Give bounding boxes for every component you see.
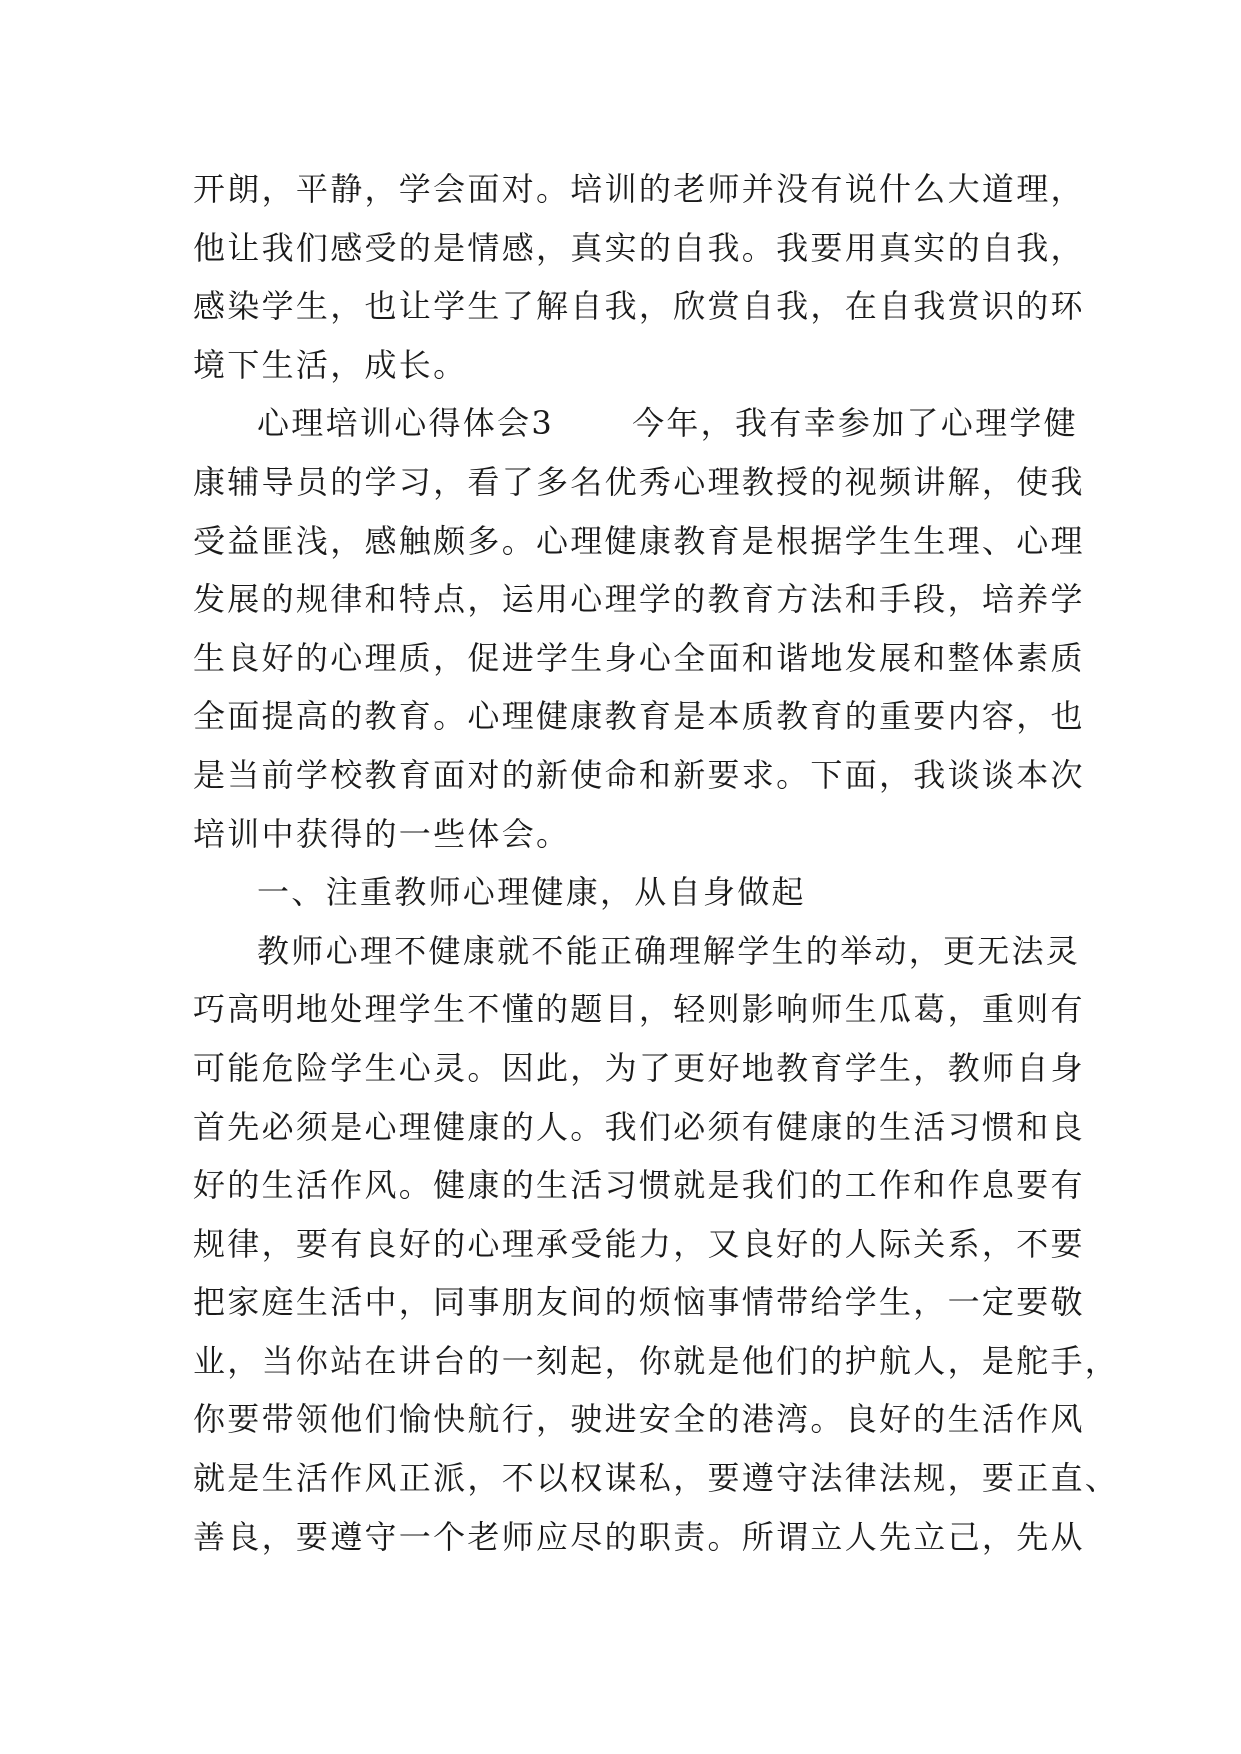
section-first-text: 今年，我有幸参加了心理学健 — [632, 404, 1078, 443]
text-line: 发展的规律和特点，运用心理学的教育方法和手段，培养学 — [193, 580, 1085, 619]
section-heading: 心理培训心得体会3 — [257, 404, 555, 443]
paragraph-first-line: 教师心理不健康就不能正确理解学生的举动，更无法灵 — [257, 931, 1081, 970]
text-line: 培训中获得的一些体会。 — [193, 814, 571, 853]
text-line: 首先必须是心理健康的人。我们必须有健康的生活习惯和良 — [193, 1107, 1085, 1146]
text-line: 业，当你站在讲台的一刻起，你就是他们的护航人，是舵手， — [193, 1341, 1120, 1380]
text-line: 好的生活作风。健康的生活习惯就是我们的工作和作息要有 — [193, 1166, 1085, 1205]
text-line: 受益匪浅，感触颇多。心理健康教育是根据学生生理、心理 — [193, 521, 1085, 560]
text-line: 规律，要有良好的心理承受能力，又良好的人际关系，不要 — [193, 1224, 1085, 1263]
text-line: 生良好的心理质，促进学生身心全面和谐地发展和整体素质 — [193, 638, 1085, 677]
text-line: 感染学生，也让学生了解自我，欣赏自我，在自我赏识的环 — [193, 287, 1085, 326]
subheading-line: 一、注重教师心理健康，从自身做起 — [257, 873, 806, 912]
text-line: 你要带领他们愉快航行，驶进安全的港湾。良好的生活作风 — [193, 1400, 1085, 1439]
text-line: 他让我们感受的是情感，真实的自我。我要用真实的自我， — [193, 228, 1085, 267]
section-line — [193, 394, 1078, 453]
text-line: 全面提高的教育。心理健康教育是本质教育的重要内容，也 — [193, 697, 1085, 736]
text-line: 把家庭生活中，同事朋友间的烦恼事情带给学生，一定要敬 — [193, 1283, 1085, 1322]
text-line: 境下生活，成长。 — [193, 345, 468, 384]
text-line: 就是生活作风正派，不以权谋私，要遵守法律法规，要正直、 — [193, 1459, 1120, 1498]
body-text — [193, 160, 1120, 1566]
text-line: 开朗，平静，学会面对。培训的老师并没有说什么大道理， — [193, 170, 1085, 208]
text-line: 康辅导员的学习，看了多名优秀心理教授的视频讲解，使我 — [193, 462, 1085, 501]
text-line: 巧高明地处理学生不懂的题目，轻则影响师生瓜葛，重则有 — [193, 990, 1085, 1029]
text-line: 可能危险学生心灵。因此，为了更好地教育学生，教师自身 — [193, 1048, 1085, 1087]
text-line: 是当前学校教育面对的新使命和新要求。下面，我谈谈本次 — [193, 755, 1085, 794]
text-line: 善良，要遵守一个老师应尽的职责。所谓立人先立己，先从 — [193, 1517, 1085, 1556]
